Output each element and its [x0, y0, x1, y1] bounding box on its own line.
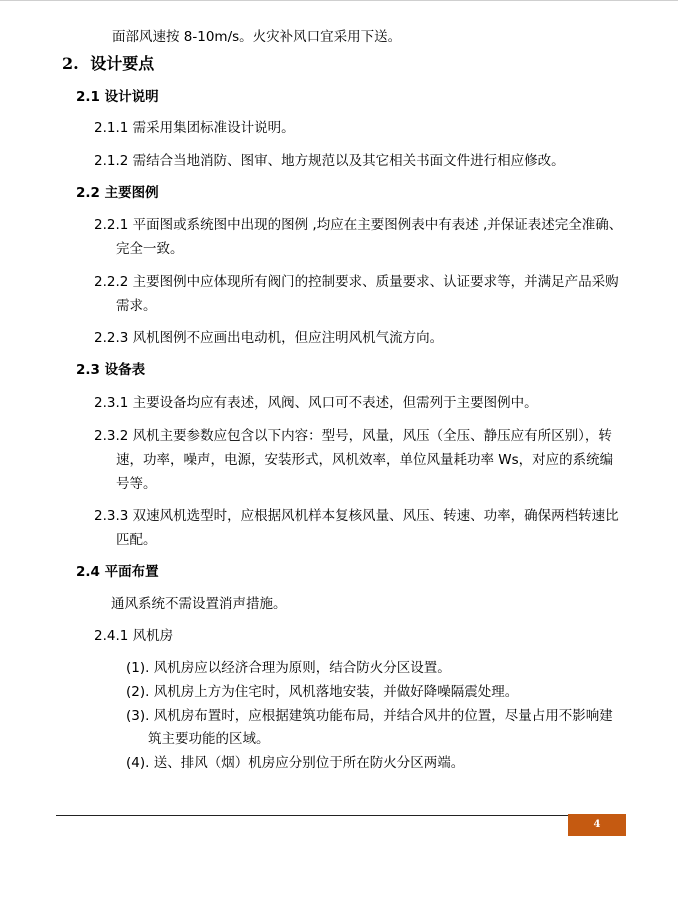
page-number-badge: 4 [568, 814, 626, 836]
list-item-3-line2: 筑主要功能的区域。 [148, 731, 270, 747]
item-2-2-1-line1: 2.2.1 平面图或系统图中出现的图例 ,均应在主要图例表中有表述 ,并保证表述完全准确、 [94, 217, 623, 233]
item-2-3-1: 2.3.1 主要设备均应有表述，风阀、风口可不表述，但需列于主要图例中。 [94, 395, 538, 411]
item-2-1-1: 2.1.1 需采用集团标准设计说明。 [94, 120, 295, 136]
subsection-heading-2-4: 2.4 平面布置 [76, 564, 159, 580]
section-number: 2. [62, 54, 79, 73]
header-rule [0, 0, 678, 1]
item-2-3-2-line3: 号等。 [116, 476, 157, 492]
item-2-2-2-line2: 需求。 [116, 298, 157, 314]
list-item-3-line1: (3). 风机房布置时，应根据建筑功能布局，并结合风井的位置，尽量占用不影响建 [126, 708, 613, 724]
subsection-heading-2-3: 2.3 设备表 [76, 362, 146, 378]
subsection-heading-2-1: 2.1 设计说明 [76, 89, 159, 105]
section-heading-2 [62, 53, 154, 75]
intro-paragraph: 面部风速按 8-10m/s。火灾补风口宜采用下送。 [112, 29, 402, 45]
list-item-1: (1). 风机房应以经济合理为原则，结合防火分区设置。 [126, 660, 451, 676]
item-2-2-3: 2.2.3 风机图例不应画出电动机，但应注明风机气流方向。 [94, 330, 444, 346]
item-2-3-2-line2: 速，功率，噪声，电源，安装形式，风机效率，单位风量耗功率 Ws，对应的系统编 [116, 452, 614, 468]
list-item-2: (2). 风机房上方为住宅时，风机落地安装，并做好降噪隔震处理。 [126, 684, 519, 700]
footer-rule [56, 815, 626, 816]
list-item-4: (4). 送、排风（烟）机房应分别位于所在防火分区两端。 [126, 755, 465, 771]
item-2-2-2-line1: 2.2.2 主要图例中应体现所有阀门的控制要求、质量要求、认证要求等，并满足产品采购 [94, 274, 619, 290]
item-2-3-3-line1: 2.3.3 双速风机选型时，应根据风机样本复核风量、风压、转速、功率，确保两档转速比 [94, 508, 619, 524]
item-2-3-3-line2: 匹配。 [116, 532, 157, 548]
sub-heading-2-4-1: 2.4.1 风机房 [94, 628, 174, 644]
item-2-3-2-line1: 2.3.2 风机主要参数应包含以下内容：型号，风量，风压（全压、静压应有所区别），转 [94, 428, 612, 444]
item-2-2-1-line2: 完全一致。 [116, 241, 184, 257]
section-title: 设计要点 [90, 54, 155, 73]
note-2-4: 通风系统不需设置消声措施。 [111, 596, 287, 612]
subsection-heading-2-2: 2.2 主要图例 [76, 185, 159, 201]
item-2-1-2: 2.1.2 需结合当地消防、图审、地方规范以及其它相关书面文件进行相应修改。 [94, 153, 565, 169]
